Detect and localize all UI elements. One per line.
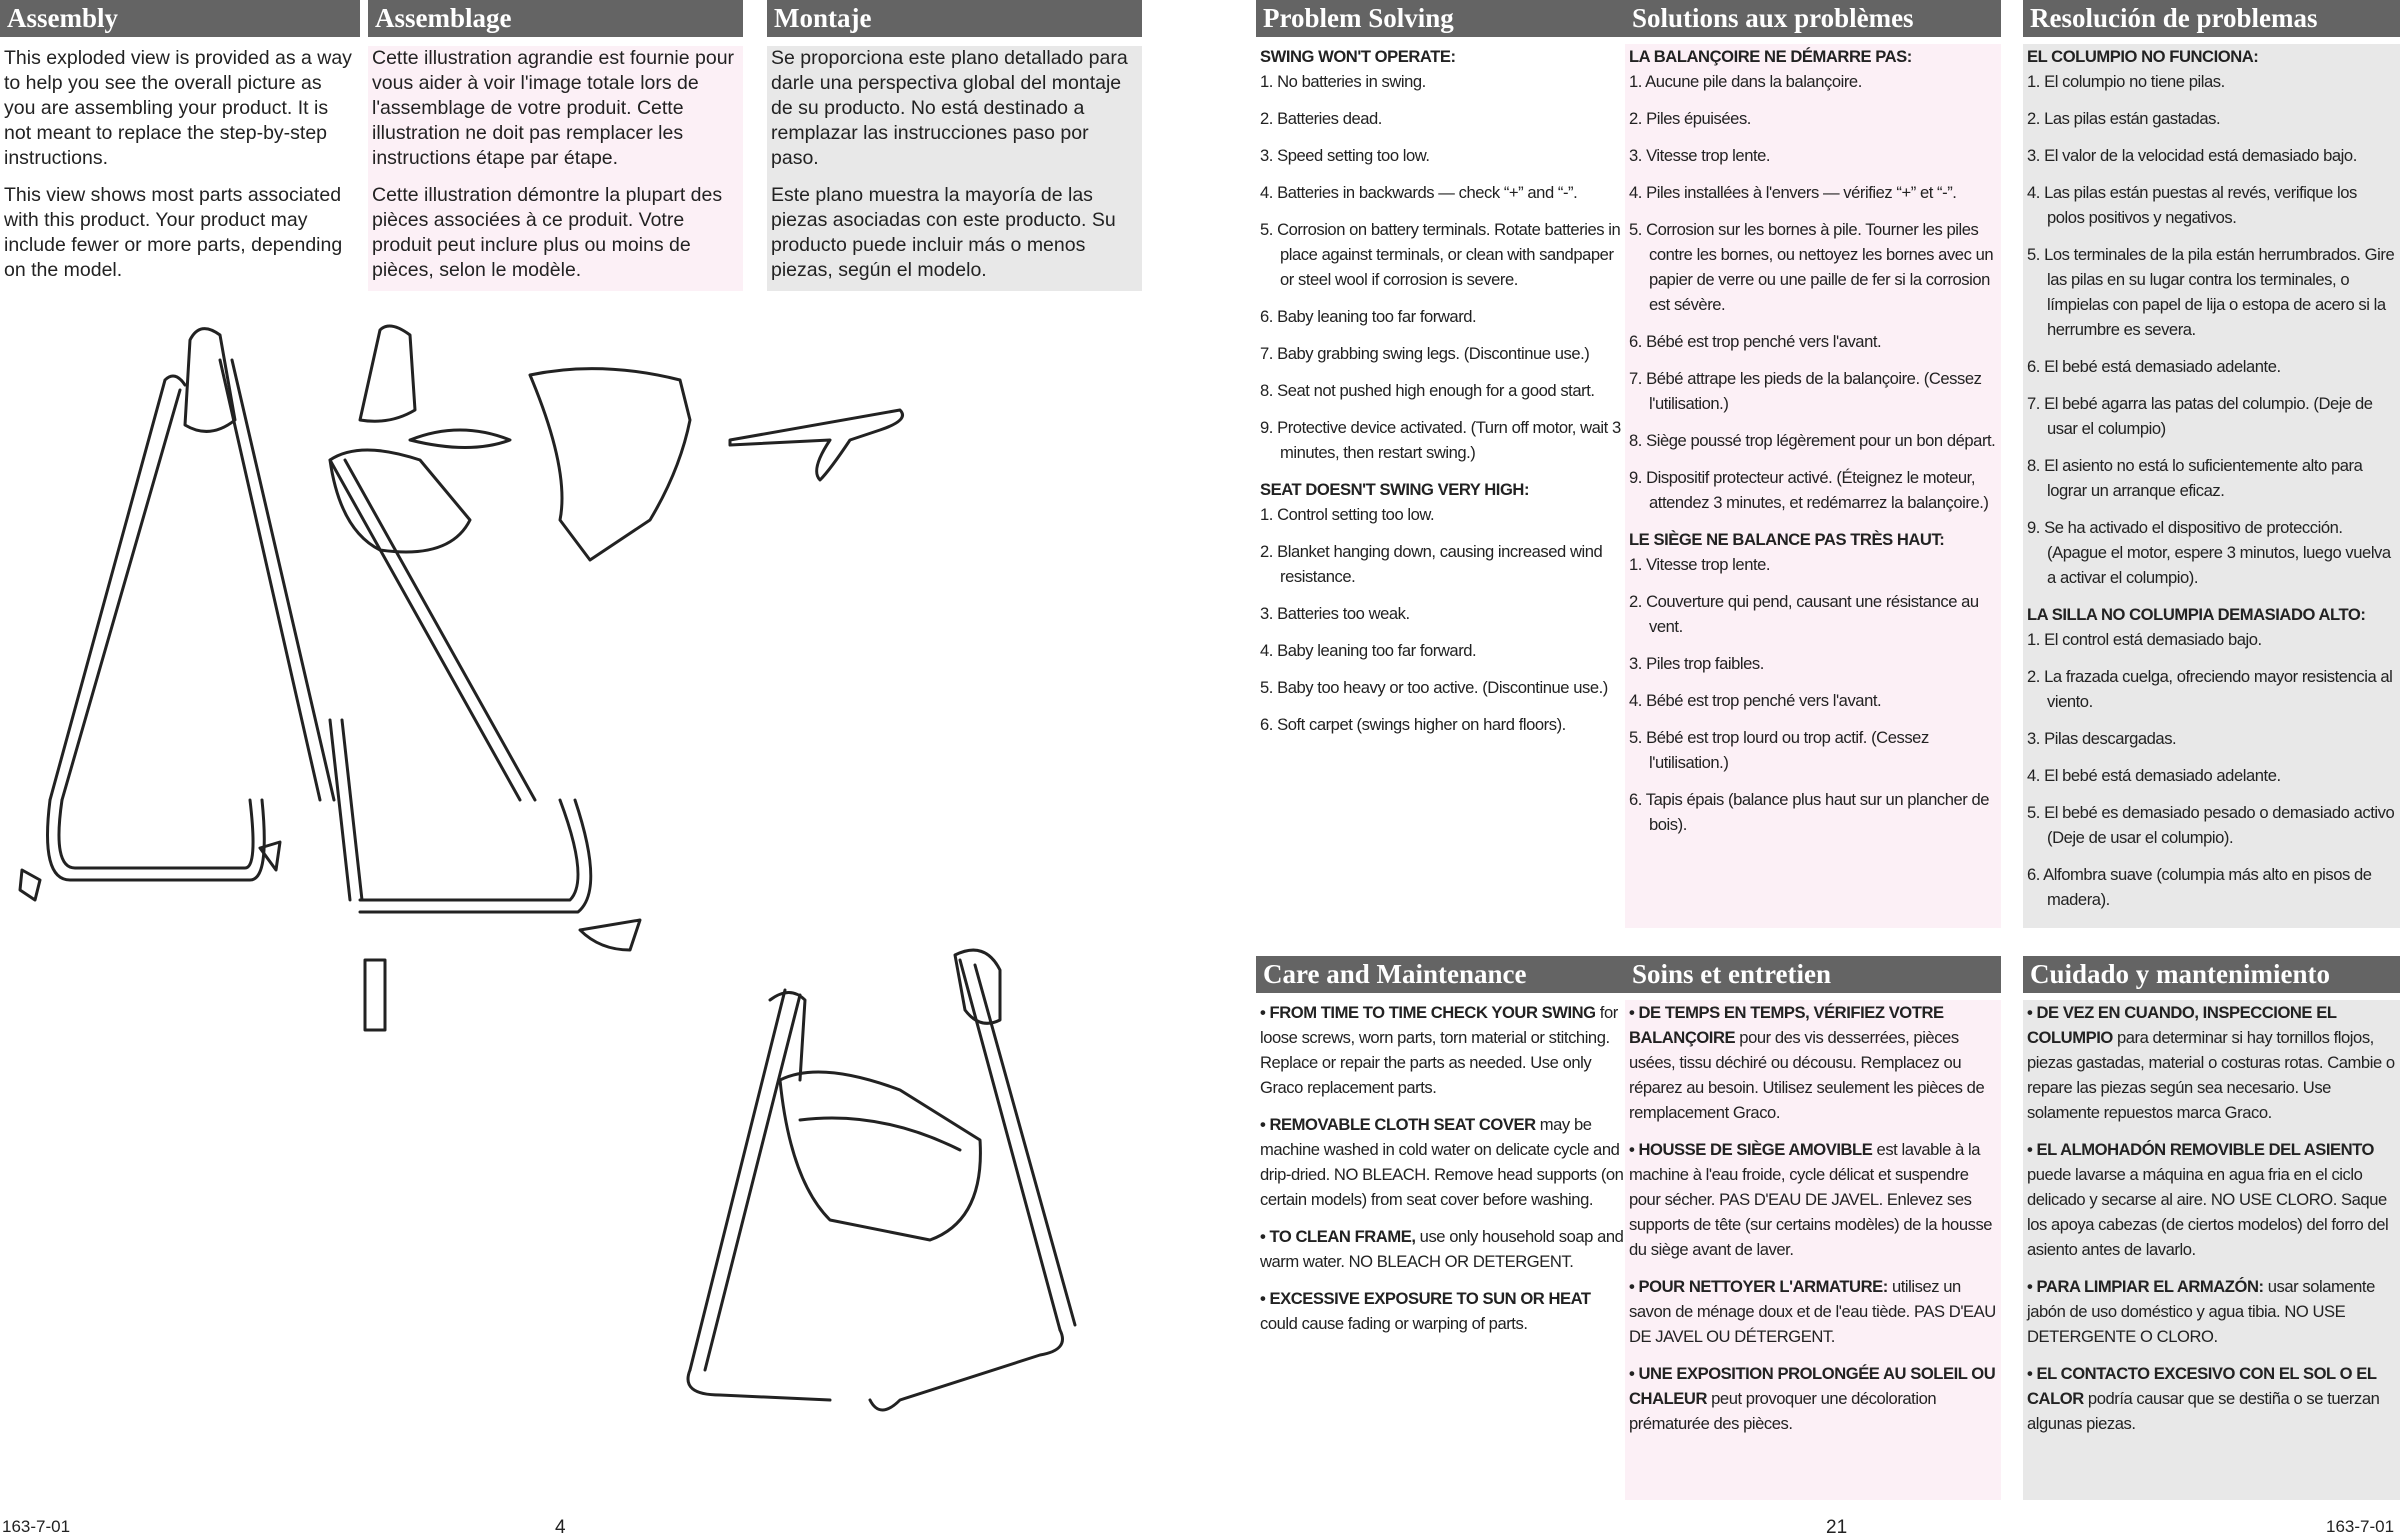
care-item [1629, 1000, 1997, 1125]
problem-item: 5. El bebé es demasiado pesado o demasiado activo (Deje de usar el columpio). [2027, 803, 2395, 847]
care-item [2027, 1361, 2396, 1436]
problem-item: 2. Batteries dead. [1260, 109, 1382, 128]
problem-item: 6. Soft carpet (swings higher on hard floors). [1260, 715, 1566, 734]
problem-item: 2. Piles épuisées. [1629, 109, 1751, 128]
section-header: Cuidado y mantenimiento [2023, 956, 2400, 993]
problem-item: 9. Se ha activado el dispositivo de protección. (Apague el motor, espere 3 minutos, luego vuelva a activar el columpio). [2027, 518, 2391, 587]
problem-item: 9. Dispositif protecteur activé. (Éteignez le moteur, attendez 3 minutes, et redémarrez la balançoire.) [1629, 468, 1989, 512]
section-header: Solutions aux problèmes [1625, 0, 2001, 37]
problem-solving-column [1256, 44, 1632, 928]
problem-item: 5. Corrosion on battery terminals. Rotate batteries in place against terminals, or clean with sandpaper or steel wool if corrosion is severe. [1260, 220, 1621, 289]
paragraph: This exploded view is provided as a way to help you see the overall picture as you are assembling your product. It is not meant to replace the step-by-step instructions. [4, 47, 352, 169]
problem-heading: SEAT DOESN'T SWING VERY HIGH: [1260, 480, 1530, 499]
problem-item: 1. El control está demasiado bajo. [2027, 630, 2262, 649]
problem-item: 4. Baby leaning too far forward. [1260, 641, 1477, 660]
care-item [1260, 1112, 1628, 1212]
care-item-bold: • HOUSSE DE SIÈGE AMOVIBLE [1629, 1140, 1873, 1159]
problem-heading: SWING WON'T OPERATE: [1260, 47, 1456, 66]
care-item-text: for loose screws, worn parts, torn material or stitching. Replace or repair the parts as needed. Use only Graco replacement parts. [1260, 1003, 1618, 1097]
care-item-bold: • EXCESSIVE EXPOSURE TO SUN OR HEAT [1260, 1289, 1591, 1308]
assembly-text-column [368, 46, 743, 291]
assembly-text-column [767, 46, 1142, 291]
section-header: Care and Maintenance [1256, 956, 1632, 993]
care-item [2027, 1000, 2396, 1125]
problem-item: 4. El bebé está demasiado adelante. [2027, 766, 2281, 785]
section-header: Assembly [0, 0, 360, 37]
care-item-bold: • TO CLEAN FRAME, [1260, 1227, 1416, 1246]
care-item-text: para determinar si hay tornillos flojos, piezas gastadas, material o costuras rotas. Cambie o repare las piezas según sea necesario. Use solamente repuestos marca Graco. [2027, 1028, 2395, 1122]
care-item-text: podría causar que se destiña o se tuerzan algunas piezas. [2027, 1389, 2380, 1433]
care-item-text: puede lavarse a máquina en agua fria en el ciclo delicado y secarse al aire. NO USE CLORO. Saque los apoya cabezas (de ciertos modelos) del forro del asiento antes de lavarlo. [2027, 1165, 2389, 1259]
problem-heading: LA SILLA NO COLUMPIA DEMASIADO ALTO: [2027, 605, 2366, 624]
care-item-bold: • EL CONTACTO EXCESIVO CON EL SOL O EL CALOR [2027, 1364, 2377, 1408]
care-item [1629, 1137, 1997, 1262]
problem-item: 7. Baby grabbing swing legs. (Discontinue use.) [1260, 344, 1590, 363]
page-number-left: 4 [555, 1517, 566, 1538]
care-item-bold: • DE VEZ EN CUANDO, INSPECCIONE EL COLUMPIO [2027, 1003, 2337, 1047]
care-column [2023, 1000, 2400, 1500]
problem-heading: LA BALANÇOIRE NE DÉMARRE PAS: [1629, 47, 1912, 66]
care-item-text: may be machine washed in cold water on delicate cycle and drip-dried. NO BLEACH. Remove head supports (on certain models) from seat cover before washing. [1260, 1115, 1624, 1209]
problem-item: 1. Control setting too low. [1260, 505, 1435, 524]
problem-item: 6. Alfombra suave (columpia más alto en pisos de madera). [2027, 865, 2372, 909]
care-item [1260, 1000, 1628, 1100]
problem-item: 6. Baby leaning too far forward. [1260, 307, 1477, 326]
care-item-bold: • POUR NETTOYER L'ARMATURE: [1629, 1277, 1888, 1296]
problem-item: 5. Baby too heavy or too active. (Discontinue use.) [1260, 678, 1608, 697]
care-item [1260, 1224, 1628, 1274]
care-item-text: use only household soap and warm water. NO BLEACH OR DETERGENT. [1260, 1227, 1624, 1271]
frame-leg-right [330, 326, 591, 912]
problem-item: 5. Los terminales de la pila están herrumbrados. Gire las pilas en su lugar contra los terminales, o límpielas con papel de lija o estopa de acero si la herrumbre es severa. [2027, 245, 2395, 339]
paragraph: Se proporciona este plano detallado para darle una perspectiva global del montaje de su producto. No está destinado a remplazar las instrucciones paso por paso. [771, 47, 1128, 169]
problem-item: 4. Batteries in backwards — check “+” and “-”. [1260, 183, 1578, 202]
care-item-text: pour des vis desserrées, pièces usées, tissu déchiré ou décousu. Remplacez ou réparez au besoin. Utilisez seulement les pièces de remplacement Graco. [1629, 1028, 1985, 1122]
problem-item: 6. Tapis épais (balance plus haut sur un plancher de bois). [1629, 790, 1990, 834]
problem-item: 4. Piles installées à l'envers — vérifiez “+” et “-”. [1629, 183, 1957, 202]
seat-frame [330, 430, 510, 552]
care-column [1625, 1000, 2001, 1500]
paragraph: Cette illustration agrandie est fournie pour vous aider à voir l'image totale lors de l'assemblage de votre produit. Cette illustration ne doit pas remplacer les instructions étape par étape. [372, 47, 735, 169]
problem-item: 4. Bébé est trop penché vers l'avant. [1629, 691, 1882, 710]
problem-item: 5. Bébé est trop lourd ou trop actif. (Cessez l'utilisation.) [1629, 728, 1929, 772]
problem-item: 4. Las pilas están puestas al revés, verifique los polos positivos y negativos. [2027, 183, 2357, 227]
problem-item: 3. Pilas descargadas. [2027, 729, 2177, 748]
section-header: Problem Solving [1256, 0, 1632, 37]
problem-item: 8. Seat not pushed high enough for a good start. [1260, 381, 1595, 400]
care-item [1629, 1274, 1997, 1349]
problem-solving-column [1625, 44, 2001, 928]
care-item [1260, 1286, 1628, 1336]
problem-item: 3. Speed setting too low. [1260, 146, 1430, 165]
care-item-text: could cause fading or warping of parts. [1260, 1314, 1528, 1333]
care-item-bold: • PARA LIMPIAR EL ARMAZÓN: [2027, 1277, 2264, 1296]
section-header: Assemblage [368, 0, 743, 37]
care-item [2027, 1274, 2396, 1349]
problem-item: 2. Couverture qui pend, causant une résistance au vent. [1629, 592, 1979, 636]
problem-item: 3. Vitesse trop lente. [1629, 146, 1771, 165]
section-header: Resolución de problemas [2023, 0, 2400, 37]
problem-item: 1. Aucune pile dans la balançoire. [1629, 72, 1862, 91]
care-item-bold: • REMOVABLE CLOTH SEAT COVER [1260, 1115, 1536, 1134]
problem-item: 9. Protective device activated. (Turn off motor, wait 3 minutes, then restart swing.) [1260, 418, 1621, 462]
problem-item: 8. El asiento no está lo suficientemente alto para lograr un arranque eficaz. [2027, 456, 2363, 500]
problem-item: 1. No batteries in swing. [1260, 72, 1426, 91]
exploded-view-illustration [0, 300, 1200, 1500]
section-header: Montaje [767, 0, 1142, 37]
care-column [1256, 1000, 1632, 1500]
problem-item: 7. El bebé agarra las patas del columpio. (Deje de usar el columpio) [2027, 394, 2373, 438]
care-item-bold: • EL ALMOHADÓN REMOVIBLE DEL ASIENTO [2027, 1140, 2375, 1159]
motor-housing [185, 329, 235, 432]
care-item-bold: • UNE EXPOSITION PROLONGÉE AU SOLEIL OU CHALEUR [1629, 1364, 1996, 1408]
problem-item: 2. La frazada cuelga, ofreciendo mayor resistencia al viento. [2027, 667, 2393, 711]
care-item [1629, 1361, 1997, 1436]
paragraph: Cette illustration démontre la plupart des pièces associées à ce produit. Votre produit peut inclure plus ou moins de pièces, selon le modèle. [372, 184, 723, 281]
care-item-text: est lavable à la machine à l'eau froide, cycle délicat et suspendre pour sécher. PAS D'EAU DE JAVEL. Enlevez ses supports de tête (sur certains modèles) de la housse du siège avant de laver. [1629, 1140, 1993, 1259]
care-item [2027, 1137, 2396, 1262]
problem-item: 6. El bebé está demasiado adelante. [2027, 357, 2281, 376]
problem-heading: EL COLUMPIO NO FUNCIONA: [2027, 47, 2259, 66]
paragraph: Este plano muestra la mayoría de las piezas asociadas con este producto. Su producto puede incluir más o menos piezas, según el modelo. [771, 184, 1116, 281]
problem-item: 7. Bébé attrape les pieds de la balançoire. (Cessez l'utilisation.) [1629, 369, 1982, 413]
problem-item: 3. El valor de la velocidad está demasiado bajo. [2027, 146, 2357, 165]
doc-code-left: 163-7-01 [2, 1517, 71, 1536]
paragraph: This view shows most parts associated with this product. Your product may include fewer or more parts, depending on the model. [4, 184, 343, 281]
care-item-bold: • FROM TIME TO TIME CHECK YOUR SWING [1260, 1003, 1596, 1022]
care-item-text: peut provoquer une décoloration prématurée des pièces. [1629, 1389, 1937, 1433]
assembled-swing [688, 950, 1075, 1410]
care-item-bold: • DE TEMPS EN TEMPS, VÉRIFIEZ VOTRE BALANÇOIRE [1629, 1003, 1944, 1047]
section-header: Soins et entretien [1625, 956, 2001, 993]
doc-code-right: 163-7-01 [2326, 1517, 2395, 1536]
problem-solving-column [2023, 44, 2400, 928]
problem-item: 5. Corrosion sur les bornes à pile. Tourner les piles contre les bornes, ou nettoyez les bornes avec un papier de verre ou une paille de fer si la corrosion est sévère. [1629, 220, 1994, 314]
problem-item: 6. Bébé est trop penché vers l'avant. [1629, 332, 1882, 351]
problem-item: 1. Vitesse trop lente. [1629, 555, 1771, 574]
problem-item: 2. Las pilas están gastadas. [2027, 109, 2221, 128]
seat-pad [530, 369, 690, 560]
care-item-text: usar solamente jabón de uso doméstico y agua tibia. NO USE DETERGENTE O CLORO. [2027, 1277, 2375, 1346]
assembly-text-column [0, 46, 360, 291]
problem-item: 3. Piles trop faibles. [1629, 654, 1764, 673]
problem-heading: LE SIÈGE NE BALANCE PAS TRÈS HAUT: [1629, 530, 1945, 549]
problem-item: 1. El columpio no tiene pilas. [2027, 72, 2225, 91]
feet [20, 842, 640, 1030]
page-number-right: 21 [1826, 1517, 1848, 1538]
care-item-text: utilisez un savon de ménage doux et de l'eau tiède. PAS D'EAU DE JAVEL OU DÉTERGENT. [1629, 1277, 1996, 1346]
problem-item: 3. Batteries too weak. [1260, 604, 1410, 623]
problem-item: 8. Siège poussé trop légèrement pour un bon départ. [1629, 431, 1996, 450]
problem-item: 2. Blanket hanging down, causing increased wind resistance. [1260, 542, 1603, 586]
tray [730, 410, 903, 480]
frame-leg-left [48, 360, 335, 880]
